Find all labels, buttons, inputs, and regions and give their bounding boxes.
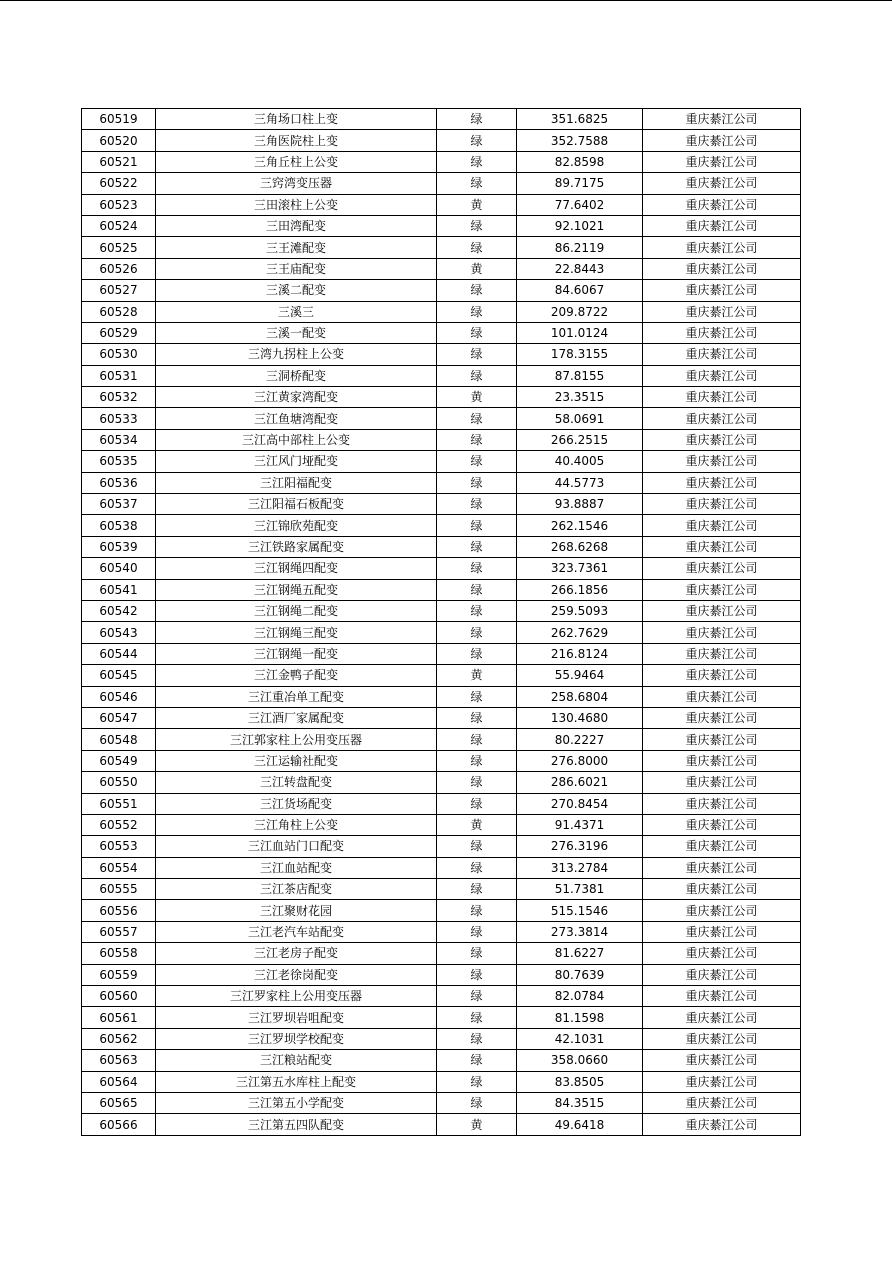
cell-status: 黄 (437, 387, 517, 408)
table-row (82, 921, 801, 942)
table-row (82, 772, 801, 793)
cell-name: 三江钢绳四配变 (156, 558, 437, 579)
cell-value: 80.2227 (517, 729, 643, 750)
table-row (82, 665, 801, 686)
cell-value: 51.7381 (517, 879, 643, 900)
cell-status: 绿 (437, 879, 517, 900)
cell-id: 60522 (82, 173, 156, 194)
cell-company: 重庆綦江公司 (643, 344, 801, 365)
cell-id: 60549 (82, 750, 156, 771)
cell-id: 60524 (82, 215, 156, 236)
cell-name: 三江钢绳一配变 (156, 643, 437, 664)
cell-company: 重庆綦江公司 (643, 494, 801, 515)
table-row (82, 408, 801, 429)
table-row (82, 579, 801, 600)
cell-status: 绿 (437, 857, 517, 878)
cell-status: 黄 (437, 194, 517, 215)
cell-name: 三江货场配变 (156, 793, 437, 814)
table-row (82, 558, 801, 579)
cell-status: 绿 (437, 943, 517, 964)
table-row (82, 387, 801, 408)
cell-company: 重庆綦江公司 (643, 1028, 801, 1049)
cell-status: 绿 (437, 558, 517, 579)
cell-value: 84.6067 (517, 280, 643, 301)
cell-status: 绿 (437, 429, 517, 450)
cell-company: 重庆綦江公司 (643, 301, 801, 322)
cell-status: 黄 (437, 1114, 517, 1135)
cell-name: 三江风门垭配变 (156, 451, 437, 472)
cell-id: 60546 (82, 686, 156, 707)
cell-status: 绿 (437, 1071, 517, 1092)
cell-name: 三江重冶单工配变 (156, 686, 437, 707)
cell-id: 60566 (82, 1114, 156, 1135)
table-row (82, 451, 801, 472)
cell-id: 60551 (82, 793, 156, 814)
cell-id: 60539 (82, 536, 156, 557)
cell-name: 三王庙配变 (156, 258, 437, 279)
table-row (82, 472, 801, 493)
cell-value: 42.1031 (517, 1028, 643, 1049)
cell-id: 60561 (82, 1007, 156, 1028)
table-row (82, 365, 801, 386)
cell-company: 重庆綦江公司 (643, 429, 801, 450)
cell-id: 60562 (82, 1028, 156, 1049)
top-border-line (0, 0, 892, 1)
table-row (82, 1092, 801, 1113)
cell-id: 60547 (82, 707, 156, 728)
cell-name: 三江老房子配变 (156, 943, 437, 964)
cell-company: 重庆綦江公司 (643, 600, 801, 621)
cell-company: 重庆綦江公司 (643, 943, 801, 964)
cell-value: 130.4680 (517, 707, 643, 728)
cell-value: 80.7639 (517, 964, 643, 985)
cell-id: 60535 (82, 451, 156, 472)
table-row (82, 344, 801, 365)
cell-status: 绿 (437, 494, 517, 515)
cell-company: 重庆綦江公司 (643, 1050, 801, 1071)
cell-id: 60552 (82, 814, 156, 835)
cell-company: 重庆綦江公司 (643, 451, 801, 472)
cell-status: 黄 (437, 258, 517, 279)
cell-value: 352.7588 (517, 130, 643, 151)
cell-name: 三江聚财花园 (156, 900, 437, 921)
cell-value: 81.1598 (517, 1007, 643, 1028)
cell-id: 60541 (82, 579, 156, 600)
cell-name: 三江郭家柱上公用变压器 (156, 729, 437, 750)
cell-company: 重庆綦江公司 (643, 1092, 801, 1113)
cell-value: 262.1546 (517, 515, 643, 536)
cell-name: 三江钢绳五配变 (156, 579, 437, 600)
cell-id: 60554 (82, 857, 156, 878)
cell-value: 91.4371 (517, 814, 643, 835)
table-row (82, 1050, 801, 1071)
cell-status: 绿 (437, 964, 517, 985)
table-row (82, 429, 801, 450)
cell-id: 60563 (82, 1050, 156, 1071)
cell-value: 77.6402 (517, 194, 643, 215)
cell-id: 60542 (82, 600, 156, 621)
cell-name: 三溪一配变 (156, 322, 437, 343)
cell-id: 60544 (82, 643, 156, 664)
table-row (82, 879, 801, 900)
table-row (82, 301, 801, 322)
table-row (82, 686, 801, 707)
cell-status: 绿 (437, 900, 517, 921)
cell-company: 重庆綦江公司 (643, 365, 801, 386)
cell-status: 绿 (437, 322, 517, 343)
cell-name: 三江老汽车站配变 (156, 921, 437, 942)
cell-id: 60560 (82, 986, 156, 1007)
cell-company: 重庆綦江公司 (643, 857, 801, 878)
cell-id: 60532 (82, 387, 156, 408)
cell-company: 重庆綦江公司 (643, 686, 801, 707)
cell-name: 三江钢绳三配变 (156, 622, 437, 643)
cell-id: 60564 (82, 1071, 156, 1092)
cell-value: 81.6227 (517, 943, 643, 964)
cell-company: 重庆綦江公司 (643, 814, 801, 835)
cell-name: 三江鱼塘湾配变 (156, 408, 437, 429)
cell-company: 重庆綦江公司 (643, 109, 801, 130)
cell-company: 重庆綦江公司 (643, 173, 801, 194)
cell-company: 重庆綦江公司 (643, 665, 801, 686)
cell-status: 绿 (437, 836, 517, 857)
cell-id: 60530 (82, 344, 156, 365)
cell-company: 重庆綦江公司 (643, 472, 801, 493)
cell-value: 82.8598 (517, 151, 643, 172)
cell-id: 60537 (82, 494, 156, 515)
cell-name: 三江阳福配变 (156, 472, 437, 493)
cell-company: 重庆綦江公司 (643, 558, 801, 579)
cell-status: 绿 (437, 536, 517, 557)
cell-value: 82.0784 (517, 986, 643, 1007)
cell-status: 绿 (437, 472, 517, 493)
table-row (82, 1007, 801, 1028)
cell-name: 三江阳福石板配变 (156, 494, 437, 515)
table-row (82, 750, 801, 771)
cell-company: 重庆綦江公司 (643, 986, 801, 1007)
table-row (82, 194, 801, 215)
cell-id: 60553 (82, 836, 156, 857)
cell-company: 重庆綦江公司 (643, 707, 801, 728)
cell-id: 60529 (82, 322, 156, 343)
cell-value: 87.8155 (517, 365, 643, 386)
table-body (82, 109, 801, 1136)
cell-name: 三江锦欣苑配变 (156, 515, 437, 536)
cell-company: 重庆綦江公司 (643, 750, 801, 771)
cell-name: 三江运输社配变 (156, 750, 437, 771)
cell-value: 259.5093 (517, 600, 643, 621)
cell-name: 三角医院柱上变 (156, 130, 437, 151)
cell-name: 三江罗坝学校配变 (156, 1028, 437, 1049)
cell-value: 358.0660 (517, 1050, 643, 1071)
cell-status: 绿 (437, 600, 517, 621)
cell-status: 绿 (437, 579, 517, 600)
cell-id: 60531 (82, 365, 156, 386)
cell-company: 重庆綦江公司 (643, 215, 801, 236)
table-row (82, 173, 801, 194)
cell-value: 351.6825 (517, 109, 643, 130)
cell-name: 三湾九拐柱上公变 (156, 344, 437, 365)
cell-id: 60558 (82, 943, 156, 964)
cell-name: 三江黄家湾配变 (156, 387, 437, 408)
cell-id: 60540 (82, 558, 156, 579)
cell-company: 重庆綦江公司 (643, 194, 801, 215)
cell-status: 绿 (437, 643, 517, 664)
cell-value: 258.6804 (517, 686, 643, 707)
cell-value: 84.3515 (517, 1092, 643, 1113)
cell-value: 49.6418 (517, 1114, 643, 1135)
cell-name: 三江角柱上公变 (156, 814, 437, 835)
cell-name: 三江粮站配变 (156, 1050, 437, 1071)
table-row (82, 109, 801, 130)
cell-status: 黄 (437, 665, 517, 686)
cell-status: 绿 (437, 408, 517, 429)
cell-value: 89.7175 (517, 173, 643, 194)
cell-id: 60543 (82, 622, 156, 643)
cell-id: 60534 (82, 429, 156, 450)
cell-company: 重庆綦江公司 (643, 1071, 801, 1092)
cell-status: 绿 (437, 750, 517, 771)
cell-company: 重庆綦江公司 (643, 237, 801, 258)
table-row (82, 280, 801, 301)
cell-company: 重庆綦江公司 (643, 900, 801, 921)
table-row (82, 237, 801, 258)
cell-status: 绿 (437, 515, 517, 536)
cell-company: 重庆綦江公司 (643, 729, 801, 750)
cell-status: 绿 (437, 344, 517, 365)
cell-name: 三窍湾变压器 (156, 173, 437, 194)
cell-value: 276.3196 (517, 836, 643, 857)
table-row (82, 729, 801, 750)
cell-status: 绿 (437, 1007, 517, 1028)
cell-name: 三王滩配变 (156, 237, 437, 258)
transformer-table (81, 108, 801, 1136)
cell-id: 60523 (82, 194, 156, 215)
cell-status: 绿 (437, 1092, 517, 1113)
cell-value: 209.8722 (517, 301, 643, 322)
cell-status: 绿 (437, 1050, 517, 1071)
cell-company: 重庆綦江公司 (643, 408, 801, 429)
cell-status: 绿 (437, 451, 517, 472)
table-row (82, 707, 801, 728)
table-row (82, 215, 801, 236)
cell-status: 绿 (437, 280, 517, 301)
cell-id: 60555 (82, 879, 156, 900)
table-row (82, 536, 801, 557)
table-row (82, 515, 801, 536)
cell-name: 三田滚柱上公变 (156, 194, 437, 215)
cell-id: 60548 (82, 729, 156, 750)
cell-status: 绿 (437, 301, 517, 322)
cell-status: 绿 (437, 707, 517, 728)
cell-name: 三溪三 (156, 301, 437, 322)
table-row (82, 258, 801, 279)
cell-id: 60528 (82, 301, 156, 322)
table-row (82, 836, 801, 857)
table-row (82, 130, 801, 151)
cell-company: 重庆綦江公司 (643, 921, 801, 942)
cell-company: 重庆綦江公司 (643, 151, 801, 172)
cell-value: 268.6268 (517, 536, 643, 557)
cell-status: 绿 (437, 130, 517, 151)
cell-id: 60545 (82, 665, 156, 686)
table-row (82, 814, 801, 835)
cell-value: 178.3155 (517, 344, 643, 365)
cell-name: 三江金鸭子配变 (156, 665, 437, 686)
cell-name: 三江酒厂家属配变 (156, 707, 437, 728)
cell-name: 三江高中部柱上公变 (156, 429, 437, 450)
cell-value: 266.2515 (517, 429, 643, 450)
cell-status: 绿 (437, 772, 517, 793)
table-row (82, 986, 801, 1007)
cell-value: 273.3814 (517, 921, 643, 942)
cell-company: 重庆綦江公司 (643, 879, 801, 900)
cell-company: 重庆綦江公司 (643, 258, 801, 279)
cell-value: 323.7361 (517, 558, 643, 579)
cell-value: 101.0124 (517, 322, 643, 343)
cell-status: 绿 (437, 686, 517, 707)
table-row (82, 600, 801, 621)
cell-status: 绿 (437, 1028, 517, 1049)
cell-value: 92.1021 (517, 215, 643, 236)
cell-value: 44.5773 (517, 472, 643, 493)
cell-value: 83.8505 (517, 1071, 643, 1092)
cell-value: 313.2784 (517, 857, 643, 878)
cell-name: 三田湾配变 (156, 215, 437, 236)
cell-id: 60538 (82, 515, 156, 536)
cell-name: 三江第五水库柱上配变 (156, 1071, 437, 1092)
cell-status: 绿 (437, 921, 517, 942)
cell-value: 286.6021 (517, 772, 643, 793)
cell-status: 黄 (437, 814, 517, 835)
cell-name: 三江血站门口配变 (156, 836, 437, 857)
table-row (82, 1071, 801, 1092)
cell-name: 三江血站配变 (156, 857, 437, 878)
cell-name: 三洞桥配变 (156, 365, 437, 386)
cell-company: 重庆綦江公司 (643, 793, 801, 814)
cell-status: 绿 (437, 986, 517, 1007)
cell-status: 绿 (437, 622, 517, 643)
cell-value: 93.8887 (517, 494, 643, 515)
cell-company: 重庆綦江公司 (643, 322, 801, 343)
cell-id: 60536 (82, 472, 156, 493)
cell-value: 86.2119 (517, 237, 643, 258)
cell-status: 绿 (437, 151, 517, 172)
cell-id: 60565 (82, 1092, 156, 1113)
cell-value: 276.8000 (517, 750, 643, 771)
cell-id: 60559 (82, 964, 156, 985)
cell-value: 22.8443 (517, 258, 643, 279)
cell-company: 重庆綦江公司 (643, 836, 801, 857)
cell-value: 40.4005 (517, 451, 643, 472)
table-row (82, 857, 801, 878)
cell-status: 绿 (437, 173, 517, 194)
table-row (82, 793, 801, 814)
cell-status: 绿 (437, 729, 517, 750)
cell-id: 60520 (82, 130, 156, 151)
cell-company: 重庆綦江公司 (643, 964, 801, 985)
cell-id: 60521 (82, 151, 156, 172)
cell-status: 绿 (437, 237, 517, 258)
cell-value: 270.8454 (517, 793, 643, 814)
cell-name: 三江罗家柱上公用变压器 (156, 986, 437, 1007)
cell-name: 三江钢绳二配变 (156, 600, 437, 621)
cell-company: 重庆綦江公司 (643, 579, 801, 600)
cell-company: 重庆綦江公司 (643, 130, 801, 151)
cell-status: 绿 (437, 365, 517, 386)
cell-company: 重庆綦江公司 (643, 1114, 801, 1135)
table-row (82, 643, 801, 664)
table-row (82, 943, 801, 964)
table-row (82, 494, 801, 515)
cell-id: 60519 (82, 109, 156, 130)
cell-value: 262.7629 (517, 622, 643, 643)
cell-name: 三角丘柱上公变 (156, 151, 437, 172)
cell-status: 绿 (437, 793, 517, 814)
cell-value: 58.0691 (517, 408, 643, 429)
cell-company: 重庆綦江公司 (643, 387, 801, 408)
cell-company: 重庆綦江公司 (643, 1007, 801, 1028)
cell-name: 三江茶店配变 (156, 879, 437, 900)
cell-id: 60533 (82, 408, 156, 429)
cell-value: 55.9464 (517, 665, 643, 686)
cell-id: 60557 (82, 921, 156, 942)
table-row (82, 1028, 801, 1049)
cell-id: 60556 (82, 900, 156, 921)
cell-name: 三江转盘配变 (156, 772, 437, 793)
cell-value: 266.1856 (517, 579, 643, 600)
cell-company: 重庆綦江公司 (643, 515, 801, 536)
cell-id: 60550 (82, 772, 156, 793)
cell-company: 重庆綦江公司 (643, 280, 801, 301)
cell-company: 重庆綦江公司 (643, 643, 801, 664)
cell-company: 重庆綦江公司 (643, 536, 801, 557)
cell-value: 23.3515 (517, 387, 643, 408)
table-row (82, 1114, 801, 1135)
cell-name: 三江铁路家属配变 (156, 536, 437, 557)
table-row (82, 900, 801, 921)
table-row (82, 322, 801, 343)
cell-name: 三江第五小学配变 (156, 1092, 437, 1113)
cell-company: 重庆綦江公司 (643, 622, 801, 643)
table-row (82, 622, 801, 643)
cell-name: 三角场口柱上变 (156, 109, 437, 130)
cell-name: 三江罗坝岩咀配变 (156, 1007, 437, 1028)
table-row (82, 151, 801, 172)
cell-name: 三江第五四队配变 (156, 1114, 437, 1135)
cell-status: 绿 (437, 215, 517, 236)
cell-status: 绿 (437, 109, 517, 130)
cell-id: 60525 (82, 237, 156, 258)
cell-company: 重庆綦江公司 (643, 772, 801, 793)
cell-value: 216.8124 (517, 643, 643, 664)
cell-value: 515.1546 (517, 900, 643, 921)
table-row (82, 964, 801, 985)
cell-name: 三溪二配变 (156, 280, 437, 301)
cell-name: 三江老徐岗配变 (156, 964, 437, 985)
cell-id: 60527 (82, 280, 156, 301)
cell-id: 60526 (82, 258, 156, 279)
